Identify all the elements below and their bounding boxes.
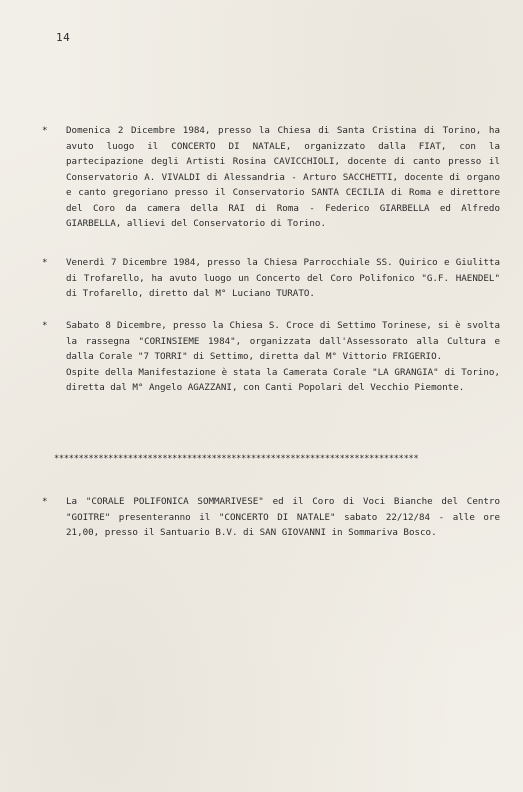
entry-continuation: Ospite della Manifestazione è stata la Camerata Corale "LA GRANGIA" di Torino, diretta dal M° Angelo AGAZZANI, con Canti Popolari del Vecchio Piemonte.	[66, 366, 500, 393]
entry-text: Sabato 8 Dicembre, presso la Chiesa S. Croce di Settimo Torinese, si è svolta la rassegna "CORINSIEME 1984", organizzata dall'Assessorato alla Cultura e dalla Corale "7 TORRI" di Settimo, diretta dal M° Vittorio FRIGERIO.	[66, 320, 500, 362]
asterisk-separator: **************************************************************************	[54, 454, 419, 464]
entry-paragraph	[42, 494, 500, 541]
page-number: 14	[56, 31, 71, 44]
asterisk-bullet: *	[42, 496, 48, 507]
entry-paragraph	[42, 318, 500, 365]
news-entry	[42, 255, 500, 302]
news-entry	[42, 123, 500, 232]
asterisk-bullet: *	[42, 320, 48, 331]
asterisk-bullet: *	[42, 125, 48, 136]
entry-paragraph	[42, 255, 500, 302]
entry-paragraph	[42, 123, 500, 232]
news-entry	[42, 318, 500, 396]
entry-text: La "CORALE POLIFONICA SOMMARIVESE" ed il Coro di Voci Bianche del Centro "GOITRE" presenteranno il "CONCERTO DI NATALE" sabato 22/12/84 - alle ore 21,00, presso il Santuario B.V. di SAN GIOVANNI in Sommariva Bosco.	[66, 496, 500, 538]
asterisk-bullet: *	[42, 257, 48, 268]
entry-text: Venerdì 7 Dicembre 1984, presso la Chiesa Parrocchiale SS. Quirico e Giulitta di Trofarello, ha avuto luogo un Concerto del Coro Polifonico "G.F. HAENDEL" di Trofarello, diretto dal M° Luciano TURATO.	[66, 257, 500, 299]
news-entry	[42, 494, 500, 541]
entry-text: Domenica 2 Dicembre 1984, presso la Chiesa di Santa Cristina di Torino, ha avuto luogo il CONCERTO DI NATALE, organizzato dalla FIAT, con la partecipazione degli Artisti Rosina CAVICCHIOLI, docente di canto presso il Conservatorio A. VIVALDI di Alessandria - Arturo SACCHETTI, docente di organo e canto gregoriano presso il Conservatorio SANTA CECILIA di Roma e direttore del Coro da camera della RAI di Roma - Federico GIARBELLA ed Alfredo GIARBELLA, allievi del Conservatorio di Torino.	[66, 125, 500, 229]
